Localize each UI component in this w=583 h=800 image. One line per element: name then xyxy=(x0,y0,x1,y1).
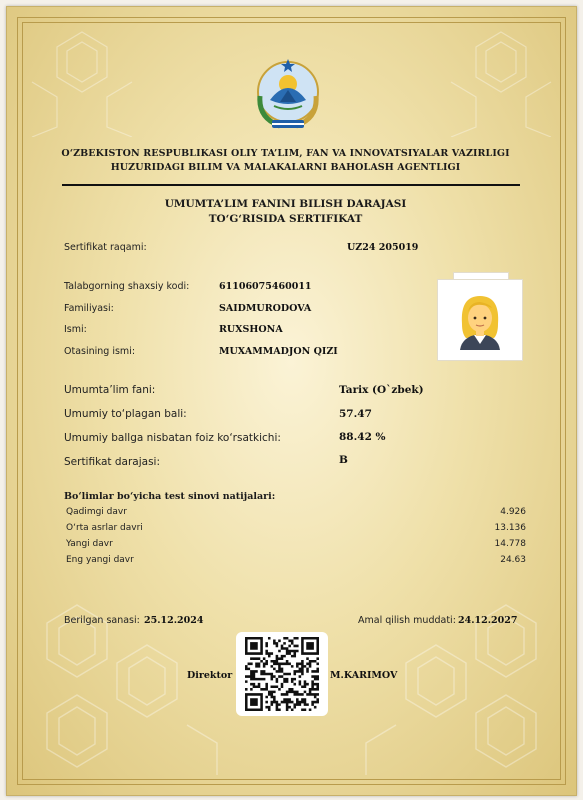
subject-value: Tarix (O`zbek) xyxy=(339,384,424,396)
section-row xyxy=(66,507,526,521)
title-line-2: TO‘G‘RISIDA SERTIFIKAT xyxy=(208,213,363,225)
section-label: Yangi davr xyxy=(66,539,113,549)
section-label: Eng yangi davr xyxy=(66,555,134,565)
section-label: O‘rta asrlar davri xyxy=(66,523,143,533)
section-row xyxy=(66,523,526,537)
surname-value: SAIDMURODOVA xyxy=(219,303,312,314)
photo-frame xyxy=(437,279,523,361)
corner-pattern-top-left xyxy=(27,27,137,137)
section-value: 4.926 xyxy=(500,507,526,517)
valid-until-label: Amal qilish muddati: xyxy=(358,615,456,626)
name-value: RUXSHONA xyxy=(219,324,283,335)
patronymic-label: Otasining ismi: xyxy=(64,346,136,357)
agency-header xyxy=(40,147,531,175)
qr-code-icon xyxy=(245,637,319,711)
person-photo-icon xyxy=(454,290,506,350)
certificate-number-label: Sertifikat raqami: xyxy=(64,242,147,253)
sections-title: Bo‘limlar bo‘yicha test sinovi natijalari: xyxy=(64,491,276,502)
director-name: M.KARIMOV xyxy=(330,670,398,681)
director-label: Direktor xyxy=(187,670,233,681)
certificate-number-value: UZ24 205019 xyxy=(347,242,419,253)
section-row xyxy=(66,539,526,553)
percent-label: Umumiy ballga nisbatan foiz ko‘rsatkichi: xyxy=(64,432,281,444)
score-label: Umumiy to‘plagan bali: xyxy=(64,408,187,420)
surname-label: Familiyasi: xyxy=(64,303,114,314)
section-value: 24.63 xyxy=(500,555,526,565)
subject-label: Umumta’lim fani: xyxy=(64,384,156,396)
issued-date-label: Berilgan sanasi: xyxy=(64,615,140,626)
patronymic-value: MUXAMMADJON QIZI xyxy=(219,346,338,357)
issued-date-value: 25.12.2024 xyxy=(144,615,204,626)
level-label: Sertifikat darajasi: xyxy=(64,456,161,468)
personal-code-value: 61106075460011 xyxy=(219,281,312,292)
header-divider xyxy=(62,184,520,186)
section-label: Qadimgi davr xyxy=(66,507,127,517)
certificate-title xyxy=(40,197,531,227)
title-line-1: UMUMTA’LIM FANINI BILISH DARAJASI xyxy=(164,198,407,210)
valid-until-value: 24.12.2027 xyxy=(458,615,518,626)
percent-value: 88.42 % xyxy=(339,431,386,443)
name-label: Ismi: xyxy=(64,324,87,335)
score-value: 57.47 xyxy=(339,408,372,420)
section-value: 14.778 xyxy=(494,539,526,549)
section-row xyxy=(66,555,526,569)
section-value: 13.136 xyxy=(494,523,526,533)
state-emblem-icon xyxy=(254,56,322,132)
agency-line-1: O‘ZBEKISTON RESPUBLIKASI OLIY TA’LIM, FAN VA INNOVATSIYALAR VAZIRLIGI xyxy=(61,148,510,159)
level-value: B xyxy=(339,454,348,466)
personal-code-label: Talabgorning shaxsiy kodi: xyxy=(64,281,190,292)
qr-code-frame[interactable] xyxy=(236,632,328,716)
agency-line-2: HUZURIDAGI BILIM VA MALAKALARNI BAHOLASH AGENTLIGI xyxy=(110,162,461,173)
corner-pattern-top-right xyxy=(446,27,556,137)
